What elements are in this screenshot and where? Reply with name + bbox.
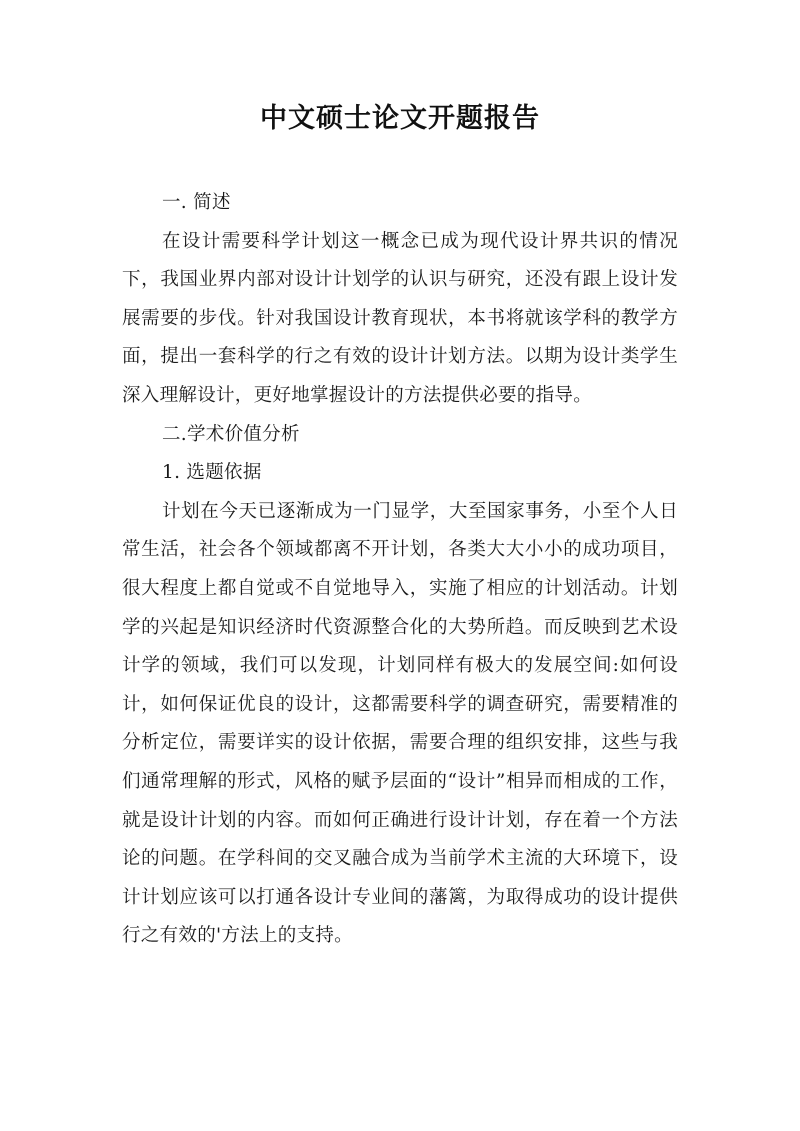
subsection-heading-topic-basis: 1. 选题依据 bbox=[162, 462, 262, 484]
section-heading-overview: 一. 简述 bbox=[162, 192, 231, 213]
paragraph-overview: 在设计需要科学计划这一概念已成为现代设计界共识的情况下，我国业界内部对设计计划学的认识与研究，还没有跟上设计发展需要的步伐。针对我国设计教育现状，本书将就该学科的教学方面，提出一套科学的行之有效的设计计划方法。以期为设计类学生深入理解设计，更好地掌握设计的方法提供必要的指导。 bbox=[122, 230, 678, 406]
document-body bbox=[122, 184, 678, 956]
section-heading-academic-value: 二.学术价值分析 bbox=[162, 423, 300, 445]
paragraph-topic-basis: 计划在今天已逐渐成为一门显学，大至国家事务，小至个人日常生活，社会各个领域都离不开计划，各类大大小小的成功项目，很大程度上都自觉或不自觉地导入，实施了相应的计划活动。计划学的兴起是知识经济时代资源整合化的大势所趋。而反映到艺术设计学的领域，我们可以发现，计划同样有极大的发展空间:如何设计，如何保证优良的设计，这都需要科学的调查研究，需要精准的分析定位，需要详实的设计依据，需要合理的组织安排，这些与我们通常理解的形式，风格的赋予层面的“设计”相异而相成的工作，就是设计计划的内容。而如何正确进行设计计划，存在着一个方法论的问题。在学科间的交叉融合成为当前学术主流的大环境下，设计计划应该可以打通各设计专业间的藩篱，为取得成功的设计提供行之有效的'方法上的支持。 bbox=[122, 500, 678, 947]
document-title: 中文硕士论文开题报告 bbox=[260, 103, 540, 134]
